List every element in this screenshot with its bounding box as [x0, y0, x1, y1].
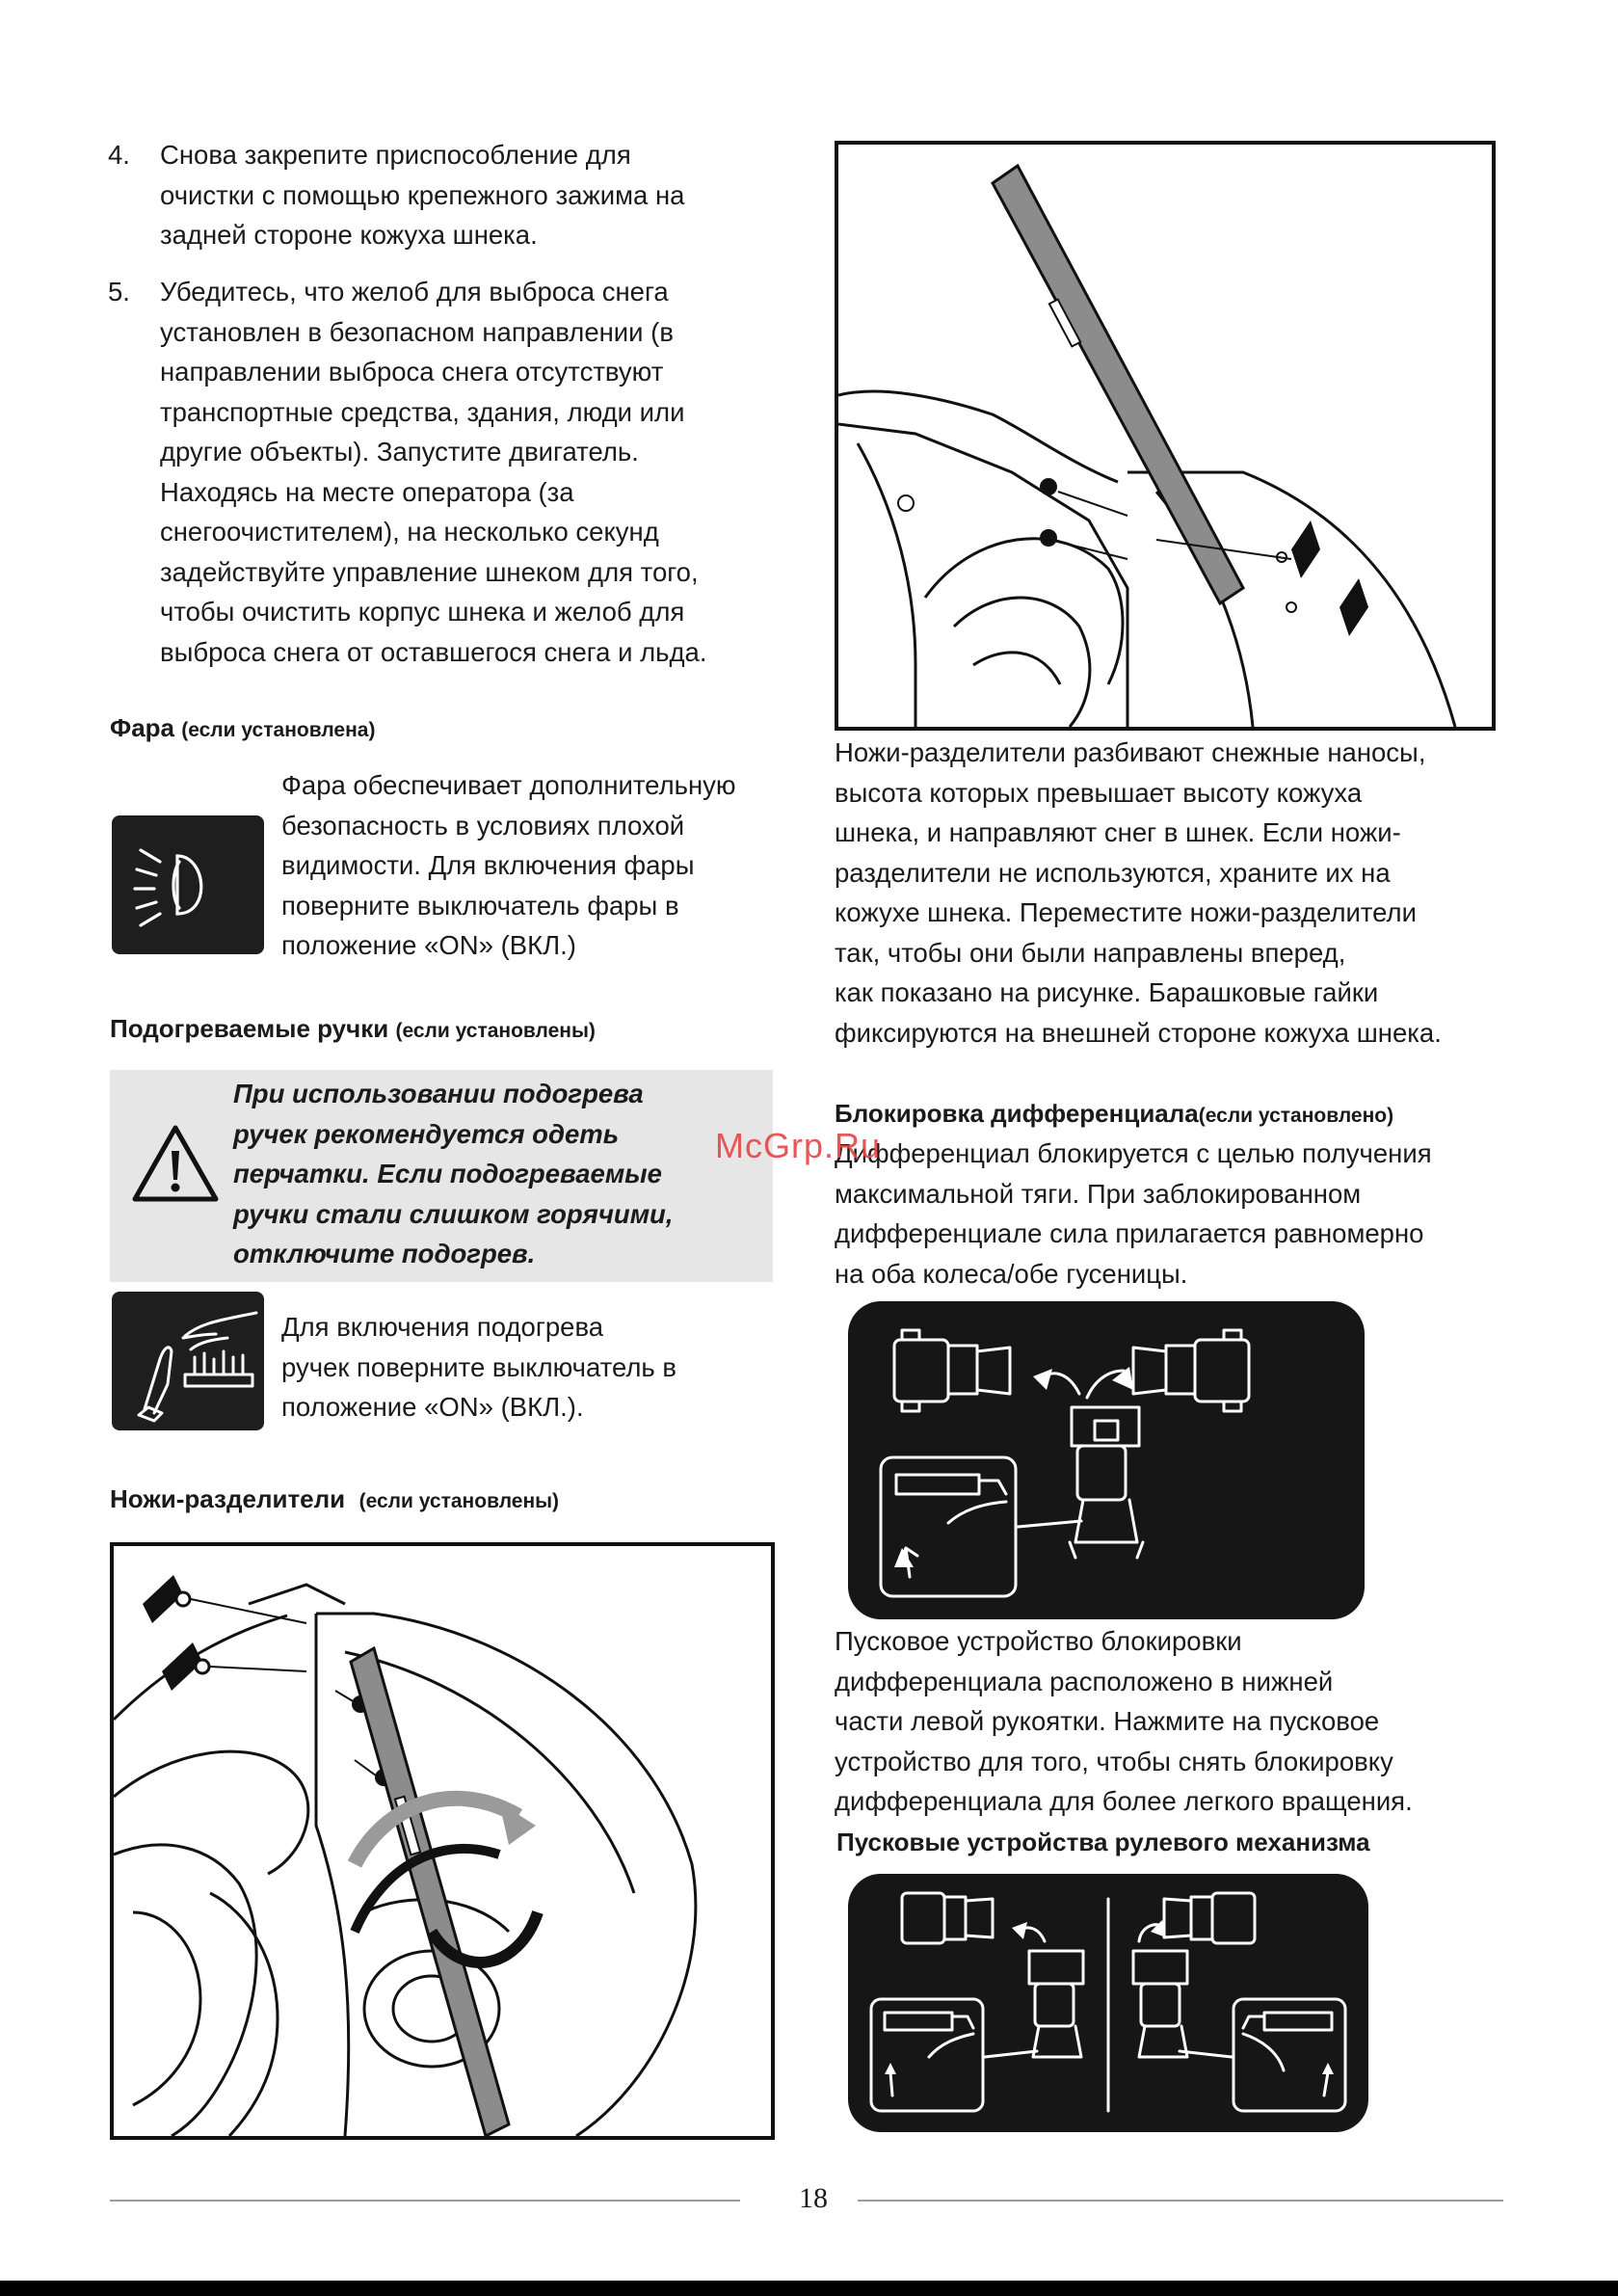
headlight-icon: [112, 815, 264, 954]
bottom-bar: [0, 2281, 1618, 2296]
diff-text: [835, 1134, 1548, 1294]
page-number: 18: [799, 2182, 828, 2214]
drift-cutter-illustration-left: [110, 1542, 775, 2140]
warning-icon: [129, 1122, 222, 1205]
line: разделители не используются, храните их на: [835, 857, 1391, 888]
line: отключите подогрев.: [233, 1239, 536, 1268]
steering-heading: Пусковые устройства рулевого механизма: [836, 1828, 1370, 1856]
diff-note: (если установлено): [1198, 1105, 1394, 1127]
diff-lock-diagram: [848, 1301, 1365, 1619]
line: перчатки. Если подогреваемые: [233, 1159, 662, 1188]
line: шнека, и направляют снег в шнек. Если ножи-: [835, 817, 1401, 847]
diff-text-2: [835, 1621, 1548, 1822]
drift-note: (если установлены): [358, 1490, 560, 1512]
line: ручки стали слишком горячими,: [233, 1198, 674, 1229]
heated-heading: [110, 1014, 596, 1044]
drift-cutter-illustration-right: [835, 141, 1496, 731]
line: Для включения подогрева: [281, 1312, 604, 1342]
line: направлении выброса снега отсутствуют: [160, 357, 664, 387]
line: снегоочистителем), на несколько секунд: [160, 517, 659, 547]
list: [108, 135, 782, 675]
line: части левой рукоятки. Нажмите на пусковое: [835, 1706, 1380, 1736]
line: безопасность в условиях плохой: [281, 810, 685, 841]
line: Дифференциал блокируется с целью получения: [835, 1138, 1432, 1168]
line: При использовании подогрева: [233, 1079, 644, 1108]
line: другие объекты). Запустите двигатель.: [160, 437, 639, 467]
line: задней стороне кожуха шнека.: [160, 220, 538, 250]
line: ручек рекомендуется одеть: [233, 1118, 620, 1149]
list-num-4: 4.: [108, 140, 130, 170]
steering-diagram: [848, 1874, 1368, 2132]
headlight-text: [281, 765, 802, 966]
line: максимальной тяги. При заблокированном: [835, 1178, 1362, 1209]
line: установлен в безопасном направлении (в: [160, 316, 674, 347]
warning-text: [233, 1074, 773, 1274]
line: положение «ON» (ВКЛ.).: [281, 1392, 584, 1422]
line: дифференциала расположено в нижней: [835, 1666, 1334, 1696]
line: поверните выключатель фары в: [281, 890, 679, 921]
drift-text: [835, 733, 1548, 1053]
line: дифференциале сила прилагается равномерно: [835, 1218, 1424, 1248]
line: задействуйте управление шнеком для того,: [160, 556, 699, 587]
heated-title: Подогреваемые ручки: [110, 1014, 389, 1043]
heated-note: (если установлены): [395, 1020, 596, 1042]
line: Пусковое устройство блокировки: [835, 1626, 1242, 1656]
line: Находясь на месте оператора (за: [160, 476, 574, 507]
line: Снова закрепите приспособление для: [160, 140, 631, 170]
line: дифференциала для более легкого вращения.: [835, 1786, 1413, 1816]
footer-line-left: [110, 2200, 740, 2202]
line: фиксируются на внешней стороне кожуха шнека.: [835, 1017, 1442, 1048]
line: кожухе шнека. Переместите ножи-разделители: [835, 897, 1417, 927]
headlight-title: Фара: [110, 713, 174, 742]
line: видимости. Для включения фары: [281, 850, 695, 880]
heated-text: [281, 1307, 782, 1428]
line: чтобы очистить корпус шнека и желоб для: [160, 597, 685, 627]
line: как показано на рисунке. Барашковые гайки: [835, 977, 1379, 1007]
line: очистки с помощью крепежного зажима на: [160, 179, 685, 210]
list-item-4: [108, 135, 777, 255]
footer-line-right: [858, 2200, 1503, 2202]
line: ручек поверните выключатель в: [281, 1351, 676, 1382]
line: Ножи-разделители разбивают снежные наносы,: [835, 737, 1426, 767]
list-num-5: 5.: [108, 277, 130, 307]
heated-grip-icon: [112, 1292, 264, 1430]
headlight-heading: [110, 713, 375, 743]
line: высота которых превышает высоту кожуха: [835, 777, 1363, 808]
line: положение «ON» (ВКЛ.): [281, 930, 576, 960]
drift-heading: [110, 1484, 559, 1514]
line: так, чтобы они были направлены вперед,: [835, 937, 1346, 968]
diff-title: Блокировка дифференциала: [835, 1099, 1199, 1128]
line: Фара обеспечивает дополнительную: [281, 770, 736, 800]
line: на оба колеса/обе гусеницы.: [835, 1258, 1188, 1289]
line: транспортные средства, здания, люди или: [160, 396, 685, 427]
diff-heading: [835, 1099, 1393, 1129]
line: Убедитесь, что желоб для выброса снега: [160, 277, 669, 307]
drift-title: Ножи-разделители: [110, 1484, 346, 1513]
headlight-note: (если установлена): [181, 719, 376, 741]
line: устройство для того, чтобы снять блокировку: [835, 1746, 1393, 1776]
line: выброса снега от оставшегося снега и льда.: [160, 636, 707, 667]
warning-box: [110, 1070, 773, 1282]
watermark: McGrp.Ru: [715, 1126, 882, 1165]
list-item-5: [108, 272, 777, 672]
